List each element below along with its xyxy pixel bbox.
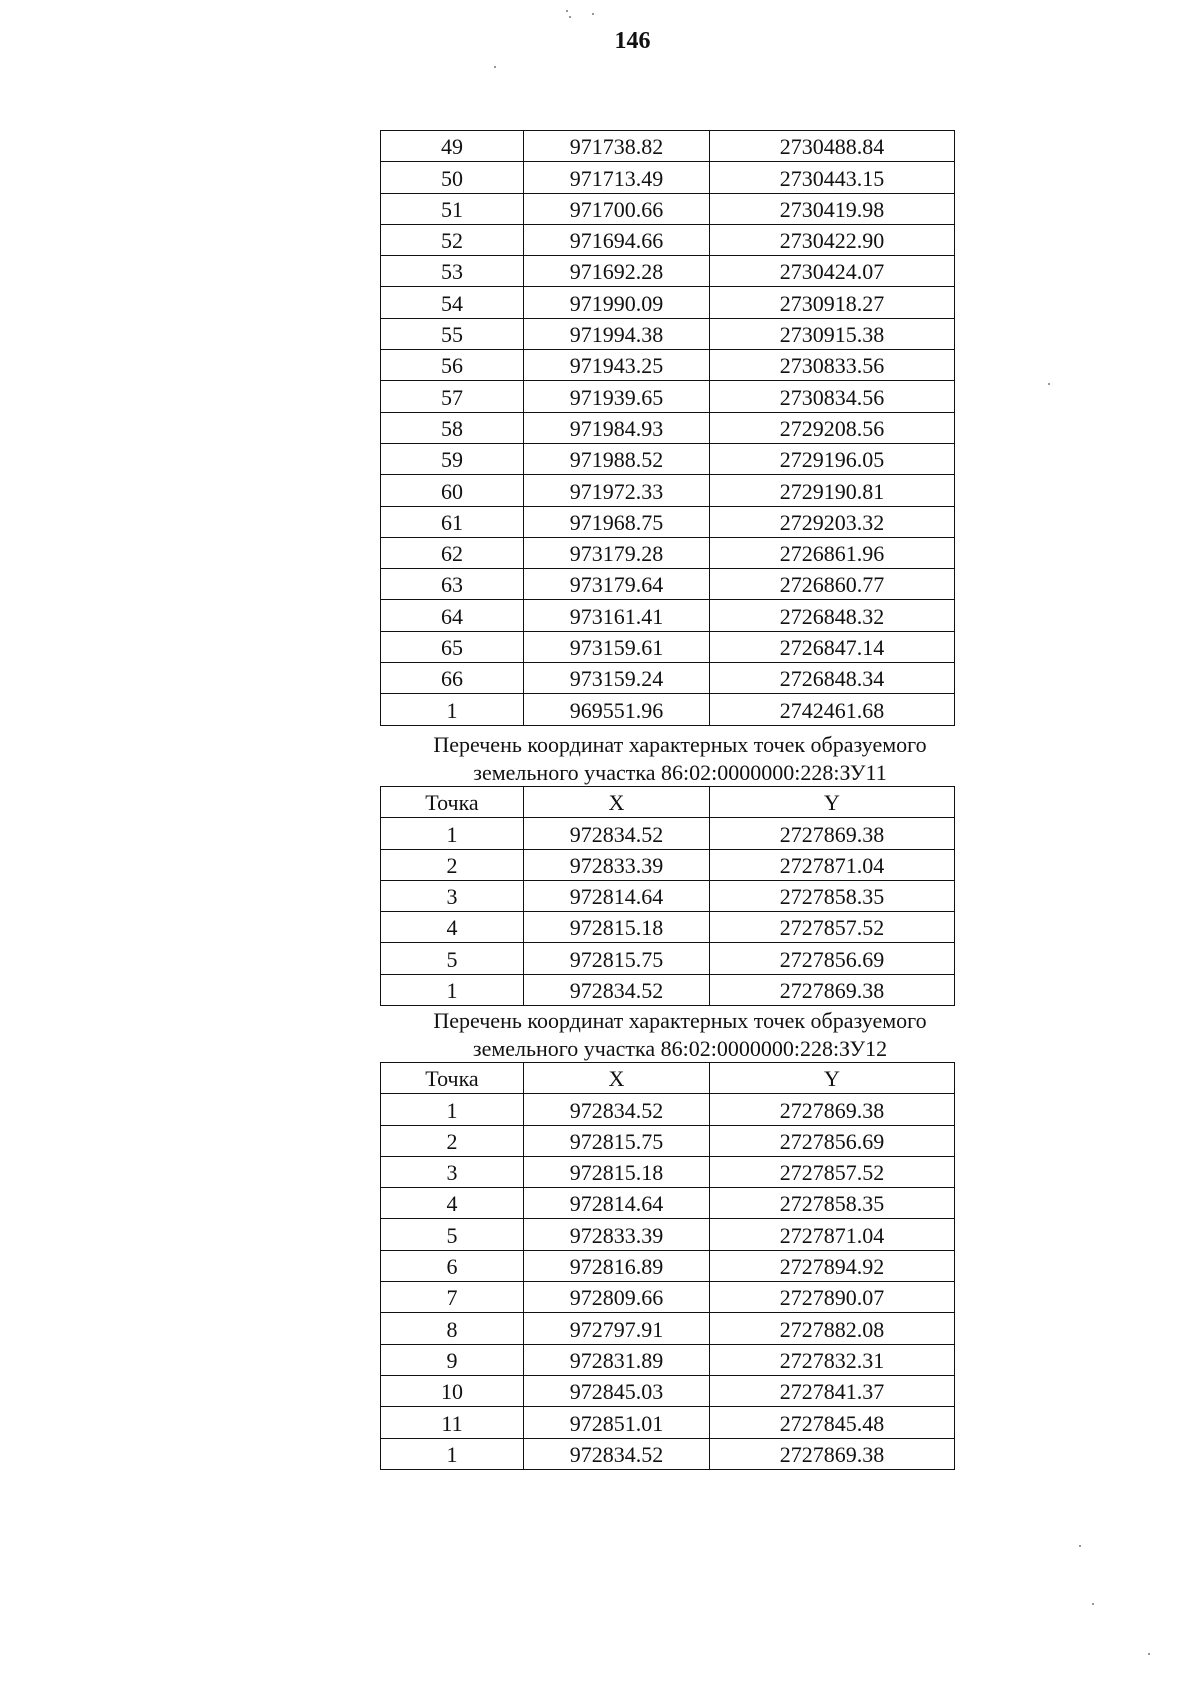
zu12-coordinates-table	[380, 1062, 955, 1470]
y-coordinate-cell: 2730419.98	[710, 193, 955, 224]
table-row	[381, 287, 955, 318]
table-row	[381, 318, 955, 349]
point-number-cell: 62	[381, 537, 524, 568]
y-coordinate-cell: 2729196.05	[710, 443, 955, 474]
point-number-cell: 58	[381, 412, 524, 443]
y-column-header: Y	[710, 787, 955, 818]
point-number-cell: 11	[381, 1407, 524, 1438]
table-row	[381, 1094, 955, 1125]
table-row	[381, 1313, 955, 1344]
y-coordinate-cell: 2730422.90	[710, 224, 955, 255]
scan-speck	[592, 13, 594, 15]
zu11-caption-line2: земельного участка 86:02:0000000:228:ЗУ11	[473, 760, 887, 785]
table-header-row	[381, 1063, 955, 1094]
table-row	[381, 818, 955, 849]
table-row	[381, 1344, 955, 1375]
y-coordinate-cell: 2730834.56	[710, 381, 955, 412]
scan-speck	[1092, 1603, 1094, 1605]
point-number-cell: 10	[381, 1375, 524, 1406]
x-coordinate-cell: 972815.18	[524, 912, 710, 943]
y-coordinate-cell: 2726860.77	[710, 569, 955, 600]
point-number-cell: 60	[381, 475, 524, 506]
x-coordinate-cell: 972815.18	[524, 1156, 710, 1187]
x-coordinate-cell: 971692.28	[524, 256, 710, 287]
table-row	[381, 1375, 955, 1406]
point-number-cell: 4	[381, 912, 524, 943]
x-coordinate-cell: 972851.01	[524, 1407, 710, 1438]
point-number-cell: 50	[381, 162, 524, 193]
point-number-cell: 3	[381, 880, 524, 911]
y-coordinate-cell: 2726848.34	[710, 663, 955, 694]
y-coordinate-cell: 2727845.48	[710, 1407, 955, 1438]
x-coordinate-cell: 972833.39	[524, 849, 710, 880]
table-row	[381, 162, 955, 193]
zu11-coordinates-table	[380, 786, 955, 1006]
point-number-cell: 56	[381, 350, 524, 381]
zu11-caption	[300, 731, 1060, 787]
x-coordinate-cell: 972809.66	[524, 1282, 710, 1313]
x-coordinate-cell: 972831.89	[524, 1344, 710, 1375]
x-coordinate-cell: 971738.82	[524, 131, 710, 162]
x-coordinate-cell: 973159.24	[524, 663, 710, 694]
point-number-cell: 7	[381, 1282, 524, 1313]
y-coordinate-cell: 2727869.38	[710, 1094, 955, 1125]
table-row	[381, 912, 955, 943]
y-coordinate-cell: 2727894.92	[710, 1250, 955, 1281]
table-row	[381, 224, 955, 255]
y-coordinate-cell: 2727869.38	[710, 1438, 955, 1469]
x-coordinate-cell: 972814.64	[524, 1188, 710, 1219]
x-coordinate-cell: 972834.52	[524, 1438, 710, 1469]
point-number-cell: 5	[381, 943, 524, 974]
y-coordinate-cell: 2726848.32	[710, 600, 955, 631]
point-number-cell: 1	[381, 818, 524, 849]
x-coordinate-cell: 972833.39	[524, 1219, 710, 1250]
table-row	[381, 1407, 955, 1438]
x-coordinate-cell: 971990.09	[524, 287, 710, 318]
point-number-cell: 51	[381, 193, 524, 224]
table-row	[381, 256, 955, 287]
point-number-cell: 3	[381, 1156, 524, 1187]
table-row	[381, 880, 955, 911]
y-coordinate-cell: 2729208.56	[710, 412, 955, 443]
table-row	[381, 1156, 955, 1187]
y-coordinate-cell: 2727858.35	[710, 1188, 955, 1219]
y-coordinate-cell: 2727856.69	[710, 943, 955, 974]
table-row	[381, 506, 955, 537]
y-coordinate-cell: 2730424.07	[710, 256, 955, 287]
y-coordinate-cell: 2727857.52	[710, 912, 955, 943]
x-coordinate-cell: 971984.93	[524, 412, 710, 443]
point-number-cell: 4	[381, 1188, 524, 1219]
point-number-cell: 65	[381, 631, 524, 662]
point-number-cell: 2	[381, 849, 524, 880]
point-number-cell: 57	[381, 381, 524, 412]
table-row	[381, 1219, 955, 1250]
point-number-cell: 5	[381, 1219, 524, 1250]
point-number-cell: 59	[381, 443, 524, 474]
table-row	[381, 412, 955, 443]
x-coordinate-cell: 971700.66	[524, 193, 710, 224]
point-number-cell: 64	[381, 600, 524, 631]
x-coordinate-cell: 971939.65	[524, 381, 710, 412]
x-column-header: X	[524, 787, 710, 818]
point-number-cell: 2	[381, 1125, 524, 1156]
y-coordinate-cell: 2729203.32	[710, 506, 955, 537]
point-number-cell: 8	[381, 1313, 524, 1344]
table-row	[381, 663, 955, 694]
scan-speck	[569, 16, 571, 18]
y-coordinate-cell: 2730833.56	[710, 350, 955, 381]
point-number-cell: 1	[381, 694, 524, 725]
zu12-caption	[300, 1007, 1060, 1063]
coordinates-table-continued	[380, 130, 955, 726]
table-row	[381, 350, 955, 381]
point-number-cell: 9	[381, 1344, 524, 1375]
point-number-cell: 55	[381, 318, 524, 349]
point-number-cell: 1	[381, 1438, 524, 1469]
point-number-cell: 49	[381, 131, 524, 162]
x-coordinate-cell: 971972.33	[524, 475, 710, 506]
table-row	[381, 1188, 955, 1219]
x-column-header: X	[524, 1063, 710, 1094]
x-coordinate-cell: 971943.25	[524, 350, 710, 381]
point-number-cell: 1	[381, 974, 524, 1005]
x-coordinate-cell: 971694.66	[524, 224, 710, 255]
table-row	[381, 974, 955, 1005]
y-coordinate-cell: 2730918.27	[710, 287, 955, 318]
table-row	[381, 537, 955, 568]
table-row	[381, 631, 955, 662]
x-coordinate-cell: 972815.75	[524, 943, 710, 974]
y-coordinate-cell: 2727857.52	[710, 1156, 955, 1187]
y-coordinate-cell: 2726847.14	[710, 631, 955, 662]
table-row	[381, 1282, 955, 1313]
table-row	[381, 1250, 955, 1281]
table-row	[381, 131, 955, 162]
y-coordinate-cell: 2727858.35	[710, 880, 955, 911]
table-row	[381, 475, 955, 506]
x-coordinate-cell: 973179.28	[524, 537, 710, 568]
x-coordinate-cell: 972814.64	[524, 880, 710, 911]
point-number-cell: 66	[381, 663, 524, 694]
x-coordinate-cell: 973161.41	[524, 600, 710, 631]
table-row	[381, 193, 955, 224]
point-number-cell: 54	[381, 287, 524, 318]
y-coordinate-cell: 2730915.38	[710, 318, 955, 349]
y-coordinate-cell: 2727882.08	[710, 1313, 955, 1344]
x-coordinate-cell: 973159.61	[524, 631, 710, 662]
x-coordinate-cell: 972834.52	[524, 974, 710, 1005]
table-row	[381, 1438, 955, 1469]
point-number-cell: 61	[381, 506, 524, 537]
table-row	[381, 694, 955, 725]
table-row	[381, 569, 955, 600]
zu12-caption-line2: земельного участка 86:02:0000000:228:ЗУ12	[472, 1036, 888, 1061]
y-coordinate-cell: 2730443.15	[710, 162, 955, 193]
x-coordinate-cell: 972834.52	[524, 818, 710, 849]
table-row	[381, 943, 955, 974]
point-number-cell: 6	[381, 1250, 524, 1281]
x-coordinate-cell: 972845.03	[524, 1375, 710, 1406]
point-column-header: Точка	[381, 787, 524, 818]
y-coordinate-cell: 2727856.69	[710, 1125, 955, 1156]
y-coordinate-cell: 2729190.81	[710, 475, 955, 506]
point-column-header: Точка	[381, 1063, 524, 1094]
zu12-caption-line1: Перечень координат характерных точек образуемого	[433, 1008, 927, 1033]
scan-speck	[494, 66, 496, 68]
scan-speck	[566, 10, 568, 12]
table-row	[381, 849, 955, 880]
x-coordinate-cell: 972834.52	[524, 1094, 710, 1125]
y-coordinate-cell: 2727890.07	[710, 1282, 955, 1313]
table-header-row	[381, 787, 955, 818]
point-number-cell: 1	[381, 1094, 524, 1125]
point-number-cell: 53	[381, 256, 524, 287]
y-coordinate-cell: 2727869.38	[710, 818, 955, 849]
point-number-cell: 52	[381, 224, 524, 255]
x-coordinate-cell: 971988.52	[524, 443, 710, 474]
y-coordinate-cell: 2727871.04	[710, 1219, 955, 1250]
y-coordinate-cell: 2742461.68	[710, 694, 955, 725]
y-coordinate-cell: 2730488.84	[710, 131, 955, 162]
x-coordinate-cell: 971968.75	[524, 506, 710, 537]
y-coordinate-cell: 2727871.04	[710, 849, 955, 880]
scan-speck	[1048, 383, 1050, 385]
scan-speck	[1148, 1653, 1150, 1655]
y-coordinate-cell: 2727869.38	[710, 974, 955, 1005]
x-coordinate-cell: 969551.96	[524, 694, 710, 725]
scan-speck	[1079, 1545, 1081, 1547]
zu11-caption-line1: Перечень координат характерных точек образуемого	[433, 732, 927, 757]
y-coordinate-cell: 2727841.37	[710, 1375, 955, 1406]
x-coordinate-cell: 972815.75	[524, 1125, 710, 1156]
x-coordinate-cell: 972816.89	[524, 1250, 710, 1281]
table-row	[381, 1125, 955, 1156]
y-column-header: Y	[710, 1063, 955, 1094]
y-coordinate-cell: 2726861.96	[710, 537, 955, 568]
page-number: 146	[614, 28, 651, 54]
table-row	[381, 600, 955, 631]
point-number-cell: 63	[381, 569, 524, 600]
table-row	[381, 443, 955, 474]
x-coordinate-cell: 971713.49	[524, 162, 710, 193]
x-coordinate-cell: 971994.38	[524, 318, 710, 349]
x-coordinate-cell: 972797.91	[524, 1313, 710, 1344]
x-coordinate-cell: 973179.64	[524, 569, 710, 600]
y-coordinate-cell: 2727832.31	[710, 1344, 955, 1375]
table-row	[381, 381, 955, 412]
